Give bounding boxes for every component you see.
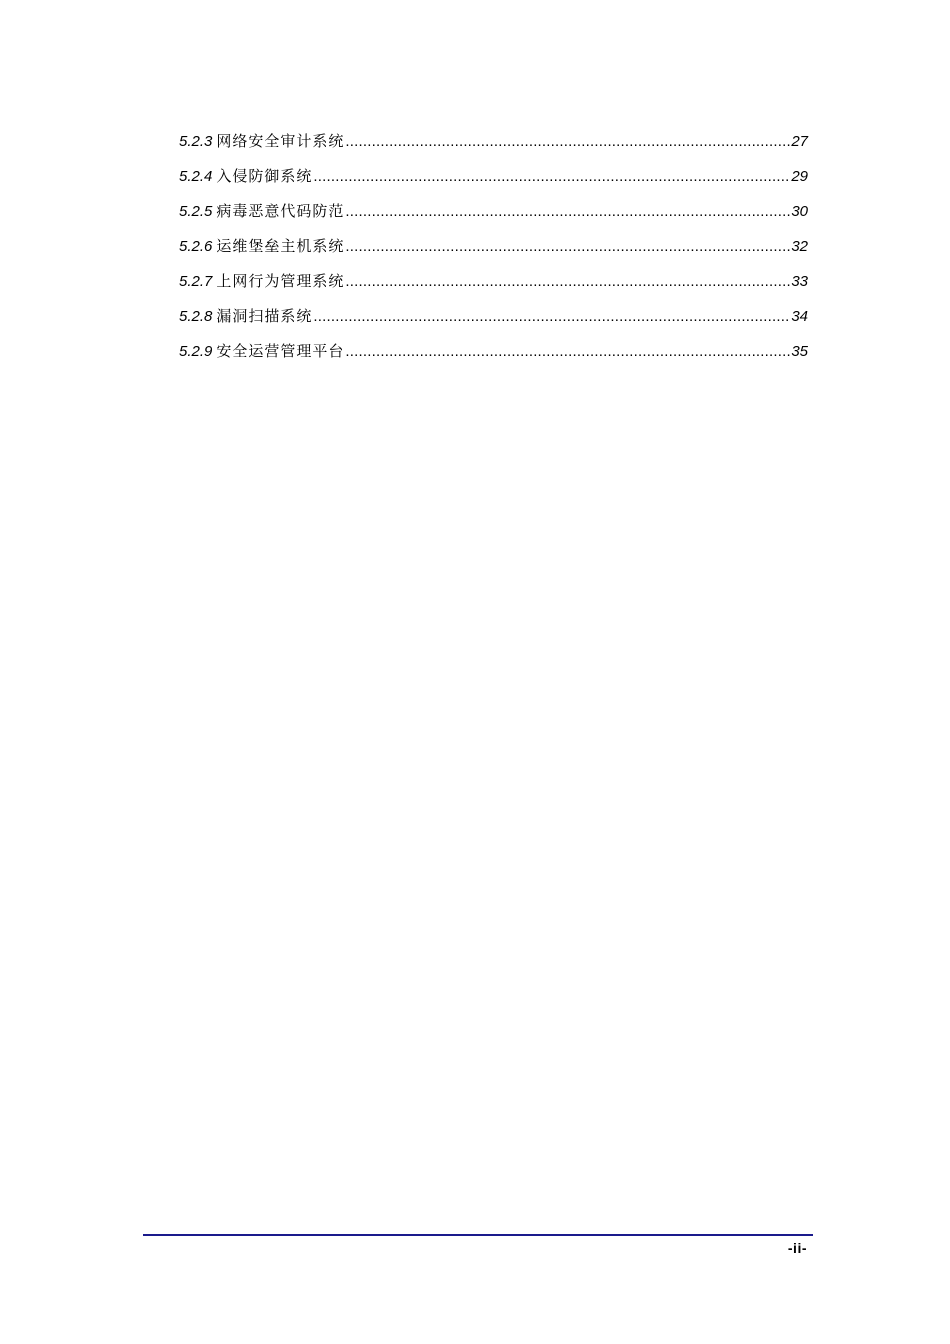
toc-entry-page: 33 bbox=[791, 273, 808, 290]
toc-entry-page: 27 bbox=[791, 133, 808, 150]
toc-dot-leader bbox=[345, 202, 790, 222]
toc-dot-leader bbox=[345, 342, 790, 362]
toc-entry-5-2-4[interactable] bbox=[179, 166, 808, 201]
toc-dot-leader bbox=[345, 272, 790, 292]
toc-entry-5-2-9[interactable] bbox=[179, 341, 808, 376]
toc-entry-title: 运维堡垒主机系统 bbox=[216, 237, 345, 255]
toc-entry-title: 入侵防御系统 bbox=[216, 167, 313, 185]
toc-entry-number: 5.2.3 bbox=[179, 133, 213, 150]
toc-entry-title: 安全运营管理平台 bbox=[216, 342, 345, 360]
toc-entry-page: 30 bbox=[791, 203, 808, 220]
toc-entry-5-2-5[interactable] bbox=[179, 201, 808, 236]
toc-dot-leader bbox=[345, 132, 790, 152]
toc-entry-number: 5.2.7 bbox=[179, 273, 213, 290]
toc-entry-page: 34 bbox=[791, 308, 808, 325]
toc-entry-page: 35 bbox=[791, 343, 808, 360]
toc-entry-title: 病毒恶意代码防范 bbox=[216, 202, 345, 220]
toc-dot-leader bbox=[313, 167, 790, 187]
toc-entry-page: 32 bbox=[791, 238, 808, 255]
toc-entry-number: 5.2.5 bbox=[179, 203, 213, 220]
toc-dot-leader bbox=[313, 307, 790, 327]
toc-entry-number: 5.2.8 bbox=[179, 308, 213, 325]
table-of-contents bbox=[179, 131, 808, 376]
toc-entry-number: 5.2.4 bbox=[179, 168, 213, 185]
toc-entry-number: 5.2.9 bbox=[179, 343, 213, 360]
footer-divider bbox=[143, 1234, 813, 1236]
toc-entry-number: 5.2.6 bbox=[179, 238, 213, 255]
toc-entry-title: 漏洞扫描系统 bbox=[216, 307, 313, 325]
toc-entry-title: 上网行为管理系统 bbox=[216, 272, 345, 290]
toc-dot-leader bbox=[345, 237, 790, 257]
toc-entry-title: 网络安全审计系统 bbox=[216, 132, 345, 150]
toc-entry-5-2-6[interactable] bbox=[179, 236, 808, 271]
toc-entry-page: 29 bbox=[791, 168, 808, 185]
toc-entry-5-2-3[interactable] bbox=[179, 131, 808, 166]
footer-page-number: -ii- bbox=[787, 1240, 807, 1256]
toc-entry-5-2-7[interactable] bbox=[179, 271, 808, 306]
toc-entry-5-2-8[interactable] bbox=[179, 306, 808, 341]
